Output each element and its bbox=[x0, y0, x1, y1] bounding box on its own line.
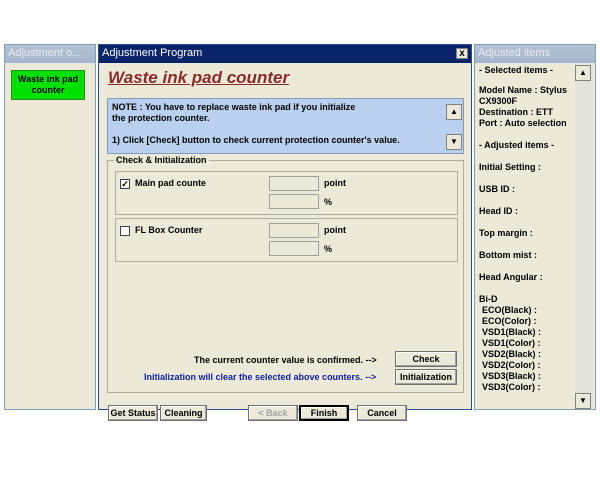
note-scrollbar[interactable] bbox=[445, 99, 463, 153]
fl-box-point-field bbox=[269, 223, 319, 238]
adjusted-item: Head ID : bbox=[479, 206, 519, 216]
init-text: Initialization will clear the selected above counters. --> bbox=[144, 372, 377, 382]
note-line-2: the protection counter. bbox=[112, 113, 210, 123]
fl-box-counter-row bbox=[115, 218, 458, 262]
model-name: Model Name : Stylus bbox=[479, 85, 568, 95]
fl-box-label: FL Box Counter bbox=[135, 225, 203, 235]
port: Port : Auto selection bbox=[479, 118, 567, 128]
scroll-up-icon[interactable]: ▲ bbox=[575, 65, 591, 81]
note-line-1: NOTE : You have to replace waste ink pad if you initialize bbox=[112, 102, 356, 112]
adjusted-item: Head Angular : bbox=[479, 272, 543, 282]
adjusted-item: Top margin : bbox=[479, 228, 533, 238]
destination: Destination : ETT bbox=[479, 107, 553, 117]
main-pad-checkbox[interactable]: ✓ bbox=[121, 179, 129, 189]
window-title: Adjustment Program bbox=[102, 47, 203, 59]
adjusted-item: Bottom mist : bbox=[479, 250, 537, 260]
main-pad-percent-field bbox=[269, 194, 319, 209]
scroll-down-icon[interactable]: ▼ bbox=[575, 393, 591, 409]
initialization-button[interactable]: Initialization bbox=[395, 369, 457, 385]
main-pad-point-field bbox=[269, 176, 319, 191]
window-title-bar bbox=[99, 45, 471, 63]
right-panel-title: Adjusted items bbox=[475, 45, 595, 63]
scroll-down-icon[interactable]: ▼ bbox=[446, 134, 462, 150]
note-line-3: 1) Click [Check] button to check current protection counter's value. bbox=[112, 135, 400, 145]
left-panel bbox=[4, 44, 96, 410]
fl-box-point-unit: point bbox=[324, 225, 346, 235]
main-pad-percent-unit: % bbox=[324, 197, 333, 207]
close-icon[interactable]: x bbox=[456, 48, 468, 59]
fl-box-percent-unit: % bbox=[324, 244, 333, 254]
model-id: CX9300F bbox=[479, 96, 518, 106]
page-title: Waste ink pad counter bbox=[108, 68, 290, 87]
check-button[interactable]: Check bbox=[395, 351, 457, 367]
bid-item: VSD3(Color) : bbox=[482, 382, 541, 392]
cancel-button[interactable]: Cancel bbox=[357, 405, 407, 421]
main-pad-point-unit: point bbox=[324, 178, 346, 188]
right-scrollbar[interactable] bbox=[575, 65, 593, 409]
adjusted-item: Initial Setting : bbox=[479, 162, 541, 172]
scroll-up-icon[interactable]: ▲ bbox=[446, 104, 462, 120]
main-pad-counter-row bbox=[115, 171, 458, 215]
bid-item: VSD2(Color) : bbox=[482, 360, 541, 370]
bid-item: ECO(Black) : bbox=[482, 305, 538, 315]
finish-button[interactable]: Finish bbox=[299, 405, 349, 421]
bid-item: VSD2(Black) : bbox=[482, 349, 542, 359]
adjusted-item: USB ID : bbox=[479, 184, 515, 194]
fl-box-checkbox[interactable] bbox=[120, 226, 130, 236]
confirm-text: The current counter value is confirmed. --> bbox=[194, 355, 377, 365]
selected-items-header: - Selected items - bbox=[479, 65, 554, 75]
main-pad-label: Main pad counte bbox=[135, 178, 207, 188]
adjusted-items-header: - Adjusted items - bbox=[479, 140, 555, 150]
get-status-button[interactable]: Get Status bbox=[108, 405, 158, 421]
bid-item: ECO(Color) : bbox=[482, 316, 537, 326]
adjusted-items-panel bbox=[474, 44, 596, 410]
bid-item: VSD3(Black) : bbox=[482, 371, 542, 381]
group-title: Check & Initialization bbox=[116, 155, 207, 165]
bid-item: VSD1(Black) : bbox=[482, 327, 542, 337]
bid-item: VSD1(Color) : bbox=[482, 338, 541, 348]
note-box bbox=[107, 98, 464, 154]
bid-header: Bi-D bbox=[479, 294, 498, 304]
waste-ink-pad-counter-button[interactable]: Waste ink pad counter bbox=[11, 70, 85, 100]
adjustment-program-window bbox=[98, 44, 472, 418]
cleaning-button[interactable]: Cleaning bbox=[160, 405, 207, 421]
left-panel-title: Adjustment o... bbox=[5, 45, 95, 63]
back-button[interactable]: < Back bbox=[248, 405, 298, 421]
fl-box-percent-field bbox=[269, 241, 319, 256]
